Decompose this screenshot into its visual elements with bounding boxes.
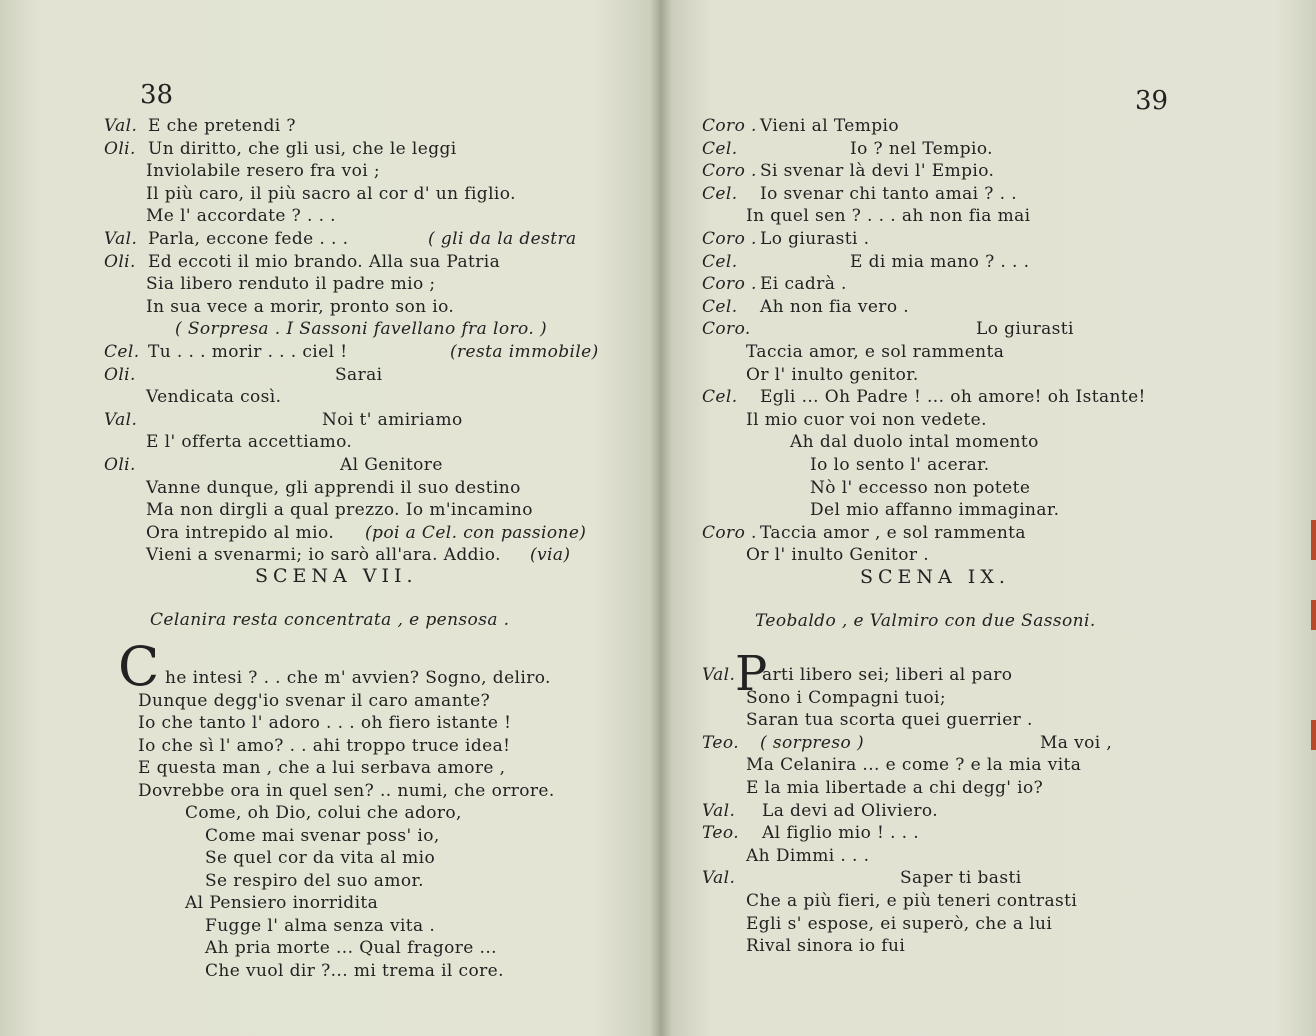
stage-direction: (via) bbox=[530, 545, 571, 566]
speaker-label: Val. bbox=[104, 409, 138, 430]
speaker-label: Teo. bbox=[702, 732, 740, 753]
verse-line: Inviolabile resero fra voi ; bbox=[146, 161, 381, 182]
verse-line: E la mia libertade a chi degg' io? bbox=[746, 778, 1044, 798]
verse-line: Ah dal duolo intal momento bbox=[790, 432, 1039, 453]
speaker-label: Val. bbox=[104, 229, 138, 249]
verse-line: Sarai bbox=[335, 364, 383, 385]
speaker-label: Cel. bbox=[702, 251, 738, 272]
verse-line: Del mio affanno immaginar. bbox=[810, 500, 1060, 521]
page-edge-stain bbox=[1311, 520, 1316, 560]
verse-line: Io svenar chi tanto amai ? . . bbox=[760, 183, 1018, 204]
verse-line: Se quel cor da vita al mio bbox=[205, 848, 436, 868]
speaker-label: Oli. bbox=[104, 455, 136, 475]
speaker-label: Cel. bbox=[702, 138, 738, 159]
drop-cap: P bbox=[735, 646, 768, 702]
drop-cap: C bbox=[118, 635, 160, 698]
verse-line: Saper ti basti bbox=[900, 868, 1022, 889]
verse-line: Ei cadrà . bbox=[760, 274, 847, 295]
right-page bbox=[660, 0, 1316, 1036]
verse-line: Ma voi , bbox=[1040, 732, 1113, 753]
stage-direction: (poi a Cel. con passione) bbox=[365, 522, 587, 543]
verse-line: Ma Celanira ... e come ? e la mia vita bbox=[746, 755, 1082, 776]
verse-line: Io che sì l' amo? . . ahi troppo truce idea! bbox=[138, 735, 511, 756]
verse-line: Vendicata così. bbox=[146, 387, 282, 408]
verse-line: La devi ad Oliviero. bbox=[762, 800, 939, 821]
verse-line: Che vuol dir ?... mi trema il core. bbox=[205, 960, 504, 981]
speaker-label: Coro . bbox=[702, 116, 757, 136]
verse-line: Il più caro, il più sacro al cor d' un figlio. bbox=[146, 183, 516, 204]
page-number: 39 bbox=[1135, 86, 1169, 116]
verse-line: Al Pensiero inorridita bbox=[185, 893, 379, 913]
scene-note: Teobaldo , e Valmiro con due Sassoni. bbox=[755, 611, 1096, 631]
stage-direction: ( gli da la destra bbox=[428, 229, 577, 249]
verse-line: Al figlio mio ! . . . bbox=[762, 823, 920, 844]
verse-line: Ah non fia vero . bbox=[760, 296, 910, 317]
speaker-label: Oli. bbox=[104, 138, 136, 159]
speaker-label: Val. bbox=[702, 665, 736, 685]
page-edge-stain bbox=[1311, 600, 1316, 630]
verse-line: Io che tanto l' adoro . . . oh fiero istante ! bbox=[138, 713, 512, 733]
verse-line: Io ? nel Tempio. bbox=[850, 138, 993, 159]
verse-line: Dovrebbe ora in quel sen? .. numi, che orrore. bbox=[138, 780, 555, 801]
verse-line: Vieni a svenarmi; io sarò all'ara. Addio. bbox=[146, 545, 501, 566]
stage-direction: ( sorpreso ) bbox=[760, 732, 864, 753]
verse-line: Tu . . . morir . . . ciel ! bbox=[148, 342, 348, 362]
verse-line: In quel sen ? . . . ah non fia mai bbox=[746, 206, 1031, 227]
scene-title: SCENA VII. bbox=[255, 565, 418, 587]
verse-line: Taccia amor, e sol rammenta bbox=[746, 342, 1005, 362]
verse-line: Sia libero renduto il padre mio ; bbox=[146, 274, 436, 295]
speaker-label: Coro . bbox=[702, 274, 757, 295]
verse-line: Ed eccoti il mio brando. Alla sua Patria bbox=[148, 251, 501, 272]
speaker-label: Val. bbox=[702, 868, 736, 889]
verse-line: Dunque degg'io svenar il caro amante? bbox=[138, 690, 491, 711]
verse-line: Sono i Compagni tuoi; bbox=[746, 687, 946, 708]
page-edge-stain bbox=[1311, 720, 1316, 750]
verse-line: E che pretendi ? bbox=[148, 116, 296, 136]
verse-line: Lo giurasti . bbox=[760, 229, 870, 249]
verse-line: Lo giurasti bbox=[976, 319, 1074, 340]
verse-line: Rival sinora io fui bbox=[746, 936, 906, 957]
stage-direction: (resta immobile) bbox=[450, 342, 599, 362]
page-number: 38 bbox=[140, 80, 174, 110]
verse-line: Se respiro del suo amor. bbox=[205, 870, 424, 891]
verse-line: Si svenar là devi l' Empio. bbox=[760, 161, 995, 182]
verse-line: Ah Dimmi . . . bbox=[746, 845, 870, 866]
speaker-label: Val. bbox=[104, 116, 138, 136]
verse-line: Noi t' amiriamo bbox=[322, 409, 463, 430]
speaker-label: Cel. bbox=[702, 387, 738, 408]
scene-note: Celanira resta concentrata , e pensosa . bbox=[150, 610, 510, 630]
verse-line: E questa man , che a lui serbava amore , bbox=[138, 758, 506, 778]
verse-line: Che a più fieri, e più teneri contrasti bbox=[746, 891, 1078, 911]
verse-line: In sua vece a morir, pronto son io. bbox=[146, 296, 455, 317]
verse-line: Taccia amor , e sol rammenta bbox=[760, 522, 1026, 543]
scene-title: SCENA IX. bbox=[860, 566, 1010, 588]
speaker-label: Teo. bbox=[702, 823, 740, 844]
verse-line: Un diritto, che gli usi, che le leggi bbox=[148, 138, 457, 159]
verse-line: E l' offerta accettiamo. bbox=[146, 432, 353, 453]
verse-line: Vieni al Tempio bbox=[760, 116, 899, 136]
verse-line: Egli s' espose, ei superò, che a lui bbox=[746, 913, 1053, 934]
speaker-label: Coro. bbox=[702, 319, 751, 340]
verse-line: Come mai svenar poss' io, bbox=[205, 825, 440, 846]
stage-direction: ( Sorpresa . I Sassoni favellano fra loro. ) bbox=[175, 319, 547, 340]
verse-line: E di mia mano ? . . . bbox=[850, 251, 1030, 272]
book-gutter bbox=[650, 0, 672, 1036]
verse-line: Al Genitore bbox=[340, 455, 443, 475]
verse-line: arti libero sei; liberi al paro bbox=[762, 665, 1013, 685]
speaker-label: Oli. bbox=[104, 251, 136, 272]
verse-line: Me l' accordate ? . . . bbox=[146, 206, 336, 227]
speaker-label: Cel. bbox=[104, 342, 140, 362]
speaker-label: Oli. bbox=[104, 364, 136, 385]
verse-line: Or l' inulto genitor. bbox=[746, 364, 919, 385]
verse-line: Parla, eccone fede . . . bbox=[148, 229, 349, 249]
verse-line: Io lo sento l' acerar. bbox=[810, 455, 990, 475]
verse-line: Ma non dirgli a qual prezzo. Io m'incamino bbox=[146, 500, 533, 521]
verse-line: Nò l' eccesso non potete bbox=[810, 477, 1031, 498]
verse-line: Ora intrepido al mio. bbox=[146, 522, 335, 543]
speaker-label: Val. bbox=[702, 800, 736, 821]
verse-line: he intesi ? . . che m' avvien? Sogno, deliro. bbox=[165, 668, 551, 688]
speaker-label: Coro . bbox=[702, 229, 757, 249]
verse-line: Vanne dunque, gli apprendi il suo destino bbox=[146, 477, 521, 498]
verse-line: Ah pria morte ... Qual fragore ... bbox=[205, 938, 497, 958]
verse-line: Egli ... Oh Padre ! ... oh amore! oh Istante! bbox=[760, 387, 1146, 408]
verse-line: Come, oh Dio, colui che adoro, bbox=[185, 803, 462, 823]
verse-line: Saran tua scorta quei guerrier . bbox=[746, 710, 1033, 731]
verse-line: Or l' inulto Genitor . bbox=[746, 545, 930, 566]
speaker-label: Cel. bbox=[702, 296, 738, 317]
verse-line: Fugge l' alma senza vita . bbox=[205, 915, 436, 936]
verse-line: Il mio cuor voi non vedete. bbox=[746, 409, 987, 430]
speaker-label: Cel. bbox=[702, 183, 738, 204]
speaker-label: Coro . bbox=[702, 522, 757, 543]
speaker-label: Coro . bbox=[702, 161, 757, 182]
